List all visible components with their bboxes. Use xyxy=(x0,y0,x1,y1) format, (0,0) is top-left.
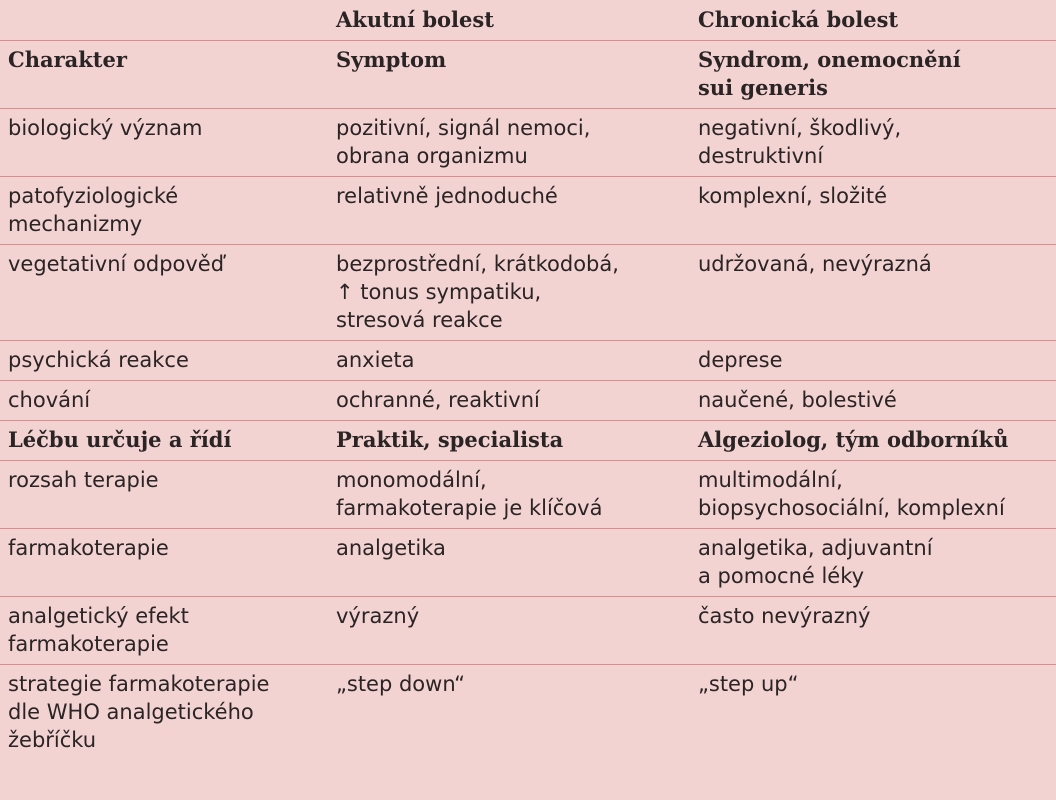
table-row xyxy=(0,529,1056,597)
chronic-cell: multimodální, biopsychosociální, komplexní xyxy=(690,461,1056,529)
acute-cell: Symptom xyxy=(328,41,690,109)
chronic-cell: často nevýrazný xyxy=(690,597,1056,665)
table-row-section xyxy=(0,421,1056,461)
header-chronic-pain: Chronická bolest xyxy=(690,0,1056,41)
acute-cell: monomodální, farmakoterapie je klíčová xyxy=(328,461,690,529)
row-label: Charakter xyxy=(0,41,328,109)
chronic-cell: negativní, škodlivý, destruktivní xyxy=(690,109,1056,177)
chronic-cell: komplexní, složité xyxy=(690,177,1056,245)
chronic-cell: analgetika, adjuvantní a pomocné léky xyxy=(690,529,1056,597)
acute-cell: Praktik, specialista xyxy=(328,421,690,461)
table-row xyxy=(0,109,1056,177)
acute-cell: bezprostřední, krátkodobá, ↑ tonus sympatiku, stresová reakce xyxy=(328,245,690,341)
acute-cell: výrazný xyxy=(328,597,690,665)
row-label: vegetativní odpověď xyxy=(0,245,328,341)
table-row xyxy=(0,665,1056,761)
acute-cell: anxieta xyxy=(328,341,690,381)
row-label: farmakoterapie xyxy=(0,529,328,597)
acute-cell: analgetika xyxy=(328,529,690,597)
chronic-cell: deprese xyxy=(690,341,1056,381)
row-label: biologický význam xyxy=(0,109,328,177)
table-row xyxy=(0,597,1056,665)
row-label: patofyziologické mechanizmy xyxy=(0,177,328,245)
table-row xyxy=(0,381,1056,421)
row-label: Léčbu určuje a řídí xyxy=(0,421,328,461)
acute-cell: „step down“ xyxy=(336,672,465,696)
row-label: analgetický efekt farmakoterapie xyxy=(0,597,328,665)
chronic-cell: Algeziolog, tým odborníků xyxy=(690,421,1056,461)
table-row xyxy=(0,461,1056,529)
row-label: strategie farmakoterapie dle WHO analgetického žebříčku xyxy=(8,672,270,752)
table-row xyxy=(0,341,1056,381)
chronic-cell: naučené, bolestivé xyxy=(690,381,1056,421)
header-acute-pain: Akutní bolest xyxy=(328,0,690,41)
table-body xyxy=(0,41,1056,761)
table-row-section xyxy=(0,41,1056,109)
chronic-cell: „step up“ xyxy=(698,672,799,696)
acute-cell: ochranné, reaktivní xyxy=(328,381,690,421)
header-cell-empty xyxy=(0,0,328,41)
chronic-cell: udržovaná, nevýrazná xyxy=(690,245,1056,341)
acute-cell: pozitivní, signál nemoci, obrana organizmu xyxy=(328,109,690,177)
row-label: chování xyxy=(0,381,328,421)
row-label: psychická reakce xyxy=(0,341,328,381)
row-label: rozsah terapie xyxy=(0,461,328,529)
acute-cell: relativně jednoduché xyxy=(328,177,690,245)
chronic-cell: Syndrom, onemocnění sui generis xyxy=(690,41,1056,109)
table-row xyxy=(0,177,1056,245)
table-header-row xyxy=(0,0,1056,41)
table-row xyxy=(0,245,1056,341)
